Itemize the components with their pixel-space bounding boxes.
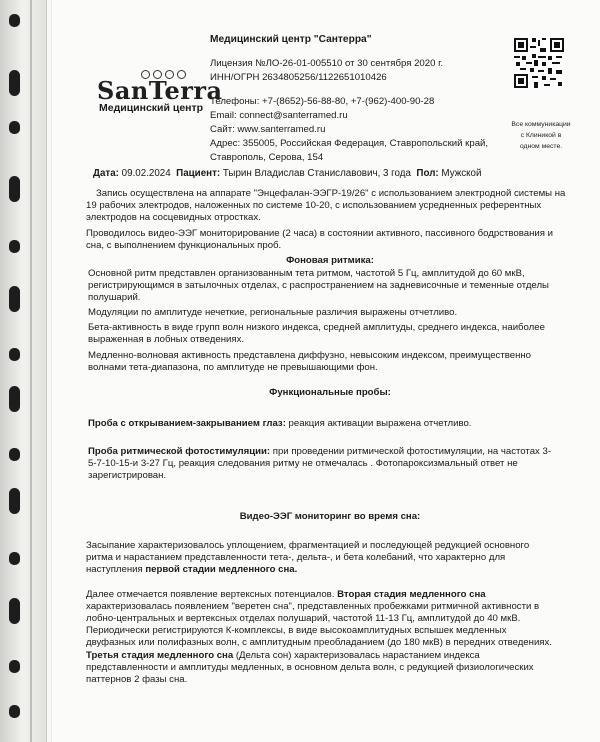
- date-value: 09.02.2024: [121, 168, 171, 179]
- sleep-line: [86, 564, 297, 577]
- sex-label: Пол:: [416, 168, 439, 179]
- intro-line: электродов на сосцевидных отростках.: [86, 212, 261, 223]
- sleep-line: Периодически регистрируются К-комплексы, в виде высокоамплитудных вспышек медленных: [86, 625, 507, 636]
- stage-2-label: Вторая стадия медленного сна: [337, 589, 486, 600]
- intro-line: сна, с выполнением функциональных проб.: [86, 240, 282, 251]
- punch-hole: [9, 348, 20, 361]
- sleep-line: паттернов 2 фазы сна.: [86, 674, 188, 685]
- qr-caption-1: Все коммуникации: [511, 121, 571, 128]
- sleep-line: [86, 589, 486, 602]
- email-text: Email: connect@santerramed.ru: [210, 110, 348, 121]
- punch-hole: [9, 386, 20, 412]
- punch-hole: [9, 448, 20, 461]
- qr-code-icon: [514, 38, 564, 88]
- date-label: Дата:: [93, 168, 119, 179]
- open-close-label: Проба с открыванием-закрыванием глаз:: [88, 418, 286, 429]
- intro-line: Запись осуществлена на аппарате "Энцефалан-ЭЭГР-19/26" с использованием электродной системы на: [96, 188, 566, 199]
- photostim-line-2: 5-7-10-15-и 3-27 Гц, реакция следования ритму не отмечалась . Фотопароксизмальный ответ не: [88, 458, 518, 469]
- sleep-line: Засыпание характеризовалось уплощением, фрагментацией и последующей редукцией основного: [86, 540, 530, 551]
- sex-value: Мужской: [441, 168, 482, 179]
- sleep-line: [86, 650, 480, 663]
- binding-edge: [46, 0, 51, 742]
- patient-info-line: [93, 168, 481, 181]
- sleep-text: Далее отмечается появление вертексных потенциалов.: [86, 589, 338, 600]
- stage-1-label: первой стадии медленного сна.: [145, 564, 298, 575]
- punch-hole: [9, 488, 20, 514]
- inn-text: ИНН/ОГРН 2634805256/1122651010426: [210, 72, 387, 83]
- qr-caption-2: с Клиникой в: [520, 132, 562, 139]
- sleep-line: характеризовалась появлением "веретен сна", представленных пробежками ритмичной активности в: [86, 601, 540, 612]
- photostim-line-1: [88, 446, 551, 459]
- background-line: Бета-активность в виде групп волн низкого индекса, средней амплитуды, среднего индекса, наиболее: [88, 322, 545, 333]
- photostim-line-3: зарегистрирован.: [88, 470, 167, 481]
- punch-hole: [9, 598, 20, 624]
- background-line: регистрирующимся в затылочных отделах, с распространением на задневисочные и теменные отделы: [88, 280, 549, 291]
- sleep-line: двуфазных или полифазных волн, с амплитудным преобладанием (до 180 мкВ) в передних отведениях.: [86, 637, 552, 648]
- intro-line: 19 рабочих электродов, наложенных по системе 10-20, с использованием усредненных референтных: [86, 200, 542, 211]
- background-line: Модуляции по амплитуде нечеткие, региональные различия выражены отчетливо.: [88, 307, 458, 318]
- logo-subtitle: Медицинский центр: [99, 102, 204, 114]
- stage-3-label: Третья стадия медленного сна: [86, 650, 234, 661]
- logo: SanTerra: [97, 76, 223, 105]
- punch-hole: [9, 705, 20, 718]
- punch-hole: [9, 14, 20, 27]
- intro-line: Проводилось видео-ЭЭГ мониторирование (2 часа) в состоянии активного, пассивного бодрствования и: [86, 228, 553, 239]
- punch-hole: [9, 552, 20, 565]
- patient-label: Пациент:: [176, 168, 221, 179]
- license-text: Лицензия №ЛО-26-01-005510 от 30 сентября 2020 г.: [210, 58, 444, 69]
- background-line: выраженная в лобных отведениях.: [88, 334, 245, 345]
- background-line: полушарий.: [88, 292, 141, 303]
- punch-hole: [9, 286, 20, 312]
- background-line: Медленно-волновая активность представлена диффузно, невысоким индексом, преимущественно: [88, 350, 532, 361]
- punch-hole: [9, 70, 20, 96]
- punch-hole: [9, 660, 20, 673]
- sheet-protector-binding: [0, 0, 50, 742]
- sleep-line: представленности и амплитуды медленных, в основном дельта волн, с редукцией физиологических: [86, 662, 534, 673]
- patient-value: Тырин Владислав Станиславович, 3 года: [222, 168, 411, 179]
- sleep-line: лобно-центральных и вертексных отделах полушарий, частотой 11-13 Гц, амплитудой до 40 мкВ.: [86, 613, 521, 624]
- address-line-2: Ставрополь, Серова, 154: [210, 152, 324, 163]
- org-name: Медицинский центр "Сантерра": [210, 34, 372, 45]
- sleep-text: наступления: [86, 564, 146, 575]
- photostim-text: при проведении ритмической фотостимуляции, на частотах 3-: [270, 446, 552, 457]
- site-text: Сайт: www.santerramed.ru: [210, 124, 326, 135]
- phones-text: Телефоны: +7-(8652)-56-88-80, +7-(962)-400-90-28: [210, 96, 435, 107]
- background-line: волнами тета-диапазона, по амплитуде не превышающими фон.: [88, 362, 378, 373]
- address-line-1: Адрес: 355005, Российская Федерация, Ставропольский край,: [210, 138, 489, 149]
- section-heading-sleep: Видео-ЭЭГ мониторинг во время сна:: [239, 511, 421, 522]
- qr-caption-3: одном месте.: [519, 143, 563, 150]
- sleep-text: (Дельта сон) характеризовалась нарастанием индекса: [233, 650, 480, 661]
- binding-line: [30, 0, 32, 742]
- open-close-text: реакция активации выражена отчетливо.: [285, 418, 472, 429]
- background-line: Основной ритм представлен организованным тета ритмом, частотой 5 Гц, амплитудой до 60 мкВ,: [88, 268, 525, 279]
- punch-hole: [9, 176, 20, 202]
- sleep-line: ритма и нарастанием представленности тета-, дельта-, и бета колебаний, что характерно для: [86, 552, 506, 563]
- photostim-label: Проба ритмической фотостимуляции:: [88, 446, 271, 457]
- punch-hole: [9, 240, 20, 253]
- section-heading-background: Фоновая ритмика:: [286, 255, 374, 266]
- section-heading-functional: Функциональные пробы:: [269, 387, 391, 398]
- open-close-test-line: [88, 418, 471, 431]
- punch-hole: [9, 121, 20, 134]
